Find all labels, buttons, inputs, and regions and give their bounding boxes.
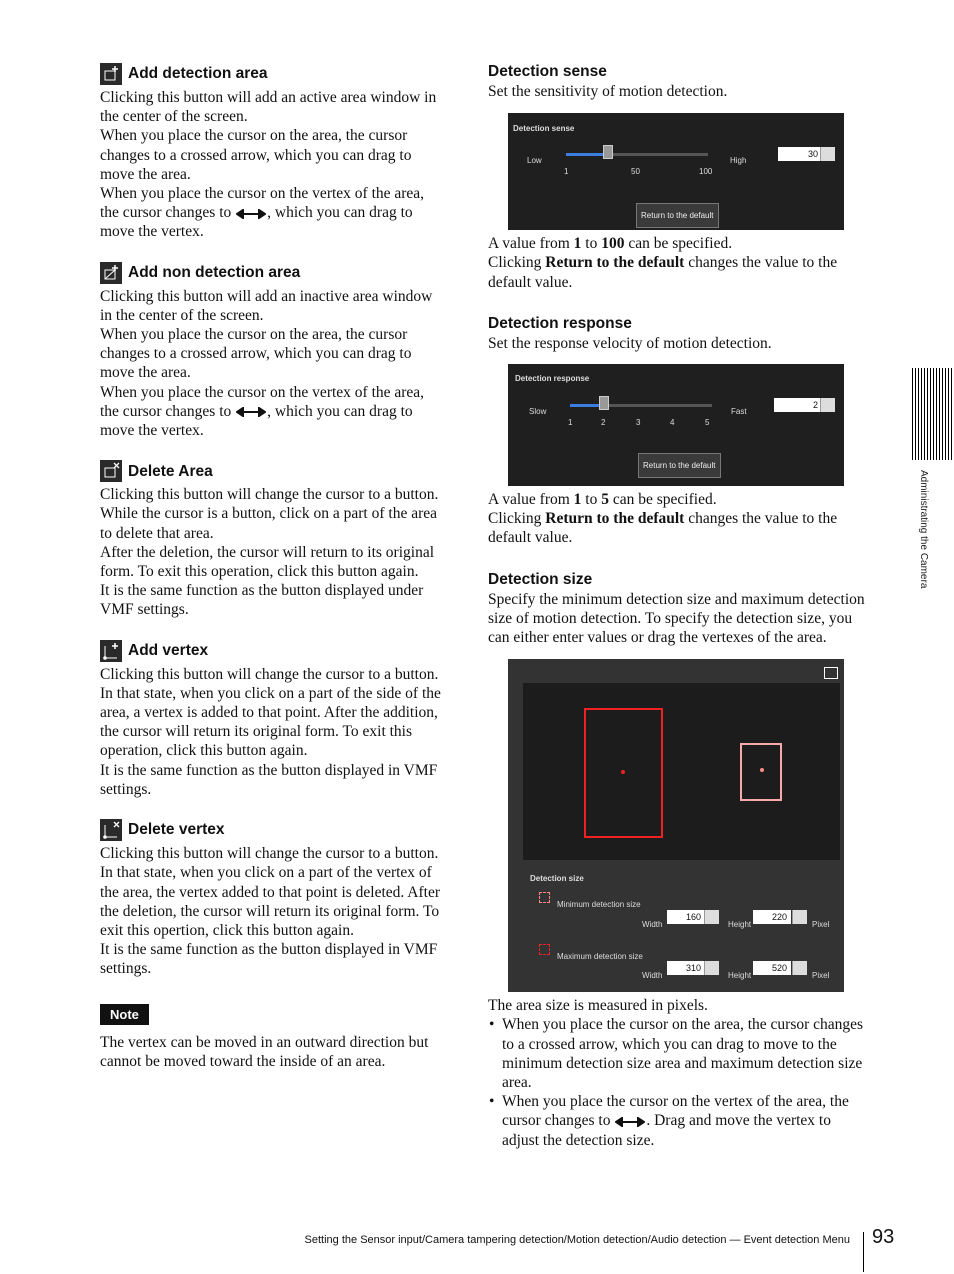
- max-height-input[interactable]: 520: [753, 961, 791, 975]
- sense-spin-button[interactable]: [820, 147, 835, 161]
- max-height-spin[interactable]: [792, 961, 807, 975]
- min-width-spin[interactable]: [704, 910, 719, 924]
- heading-detection-response: Detection response: [488, 315, 632, 333]
- right-column: Detection sense Set the sensitivity of motion detection. Detection sense Low 1 50 100 High 30 Return to the default A value from 1 to 100 can be specified. Clicking Return to the default changes the value to the default value. Detection response Set the response velocity of motion detection. Detection response Slow 1 2 3 4 5 Fast 2 Return to the default A value from 1 to 5 can be specified. Clicking Return to the default changes the value to the default value. Detection size Specify the minimum detection size and maximum detection size of motion detection. To specify the detection size, you can either enter values or drag the vertexes of the area. Detection size Minimum detection size Width 160 Height 220 Pixel Maximum detection size Width 310 Height 520 Pixel The area size is measured in pixels. • When you place the cursor on the area, the cursor changes to a crossed arrow, which you can drag to move to the minimum detection size area and maximum detection size area. • When you place the cursor on the vertex of the area, the cursor changes to . Drag and move the vertex to adjust the detection size.: [488, 62, 868, 1150]
- heading-detection-sense: Detection sense: [488, 63, 607, 81]
- expand-icon[interactable]: [824, 667, 838, 679]
- double-arrow-icon: [615, 1117, 645, 1127]
- page-number: 93: [872, 1226, 895, 1248]
- max-size-icon: [539, 944, 550, 955]
- heading-add-vertex: Add vertex: [100, 639, 445, 663]
- heading-delete-vertex: Delete vertex: [100, 818, 445, 842]
- detection-response-panel: Detection response Slow 1 2 3 4 5 Fast 2 Return to the default: [508, 364, 844, 486]
- add-area-icon: [100, 63, 122, 85]
- max-width-input[interactable]: 310: [667, 961, 705, 975]
- section-add-non-detection-area: Add non detection area Clicking this button will add an inactive area window in the center of the screen. When you place the cursor on the area, the cursor changes to a crossed arrow, which you can drag to move the area. When you place the cursor on the vertex of the area, the cursor changes to , which you can drag to move the vertex.: [100, 261, 445, 441]
- response-spin-button[interactable]: [820, 398, 835, 412]
- max-width-spin[interactable]: [704, 961, 719, 975]
- min-detection-rect[interactable]: [740, 743, 782, 801]
- chapter-tab: [912, 368, 954, 460]
- response-return-default-button[interactable]: Return to the default: [638, 453, 721, 478]
- response-value-input[interactable]: 2: [774, 398, 822, 412]
- footer-divider: [863, 1232, 864, 1272]
- left-column: [100, 62, 445, 1071]
- section-add-detection-area: Add detection area Clicking this button will add an active area window in the center of the screen. When you place the cursor on the area, the cursor changes to a crossed arrow, which you can drag to move the area. When you place the cursor on the vertex of the area, the cursor changes to , which you can drag to move the vertex.: [100, 62, 445, 242]
- video-preview[interactable]: [523, 683, 840, 860]
- note-block: [100, 998, 445, 1072]
- min-height-input[interactable]: 220: [753, 910, 791, 924]
- sense-slider-thumb[interactable]: [603, 145, 613, 159]
- min-size-icon: [539, 892, 550, 903]
- min-width-input[interactable]: 160: [667, 910, 705, 924]
- section-delete-vertex: Delete vertex Clicking this button will change the cursor to a button. In that state, when you click on a part of the vertex of the area, the vertex added to that point is deleted. After the deletion, the cursor will return its original form. To exit this opertion, click this button again. It is the same function as the button displayed in VMF settings.: [100, 818, 445, 978]
- heading-delete-area: Delete Area: [100, 459, 445, 483]
- section-add-vertex: Add vertex Clicking this button will change the cursor to a button. In that state, when you click on a part of the side of the area, a vertex is added to that point. After the addition, the cursor will return its original form. To exit this operation, click this button again. It is the same function as the button displayed in VMF settings.: [100, 639, 445, 799]
- response-slider[interactable]: [570, 404, 712, 407]
- response-slider-thumb[interactable]: [599, 396, 609, 410]
- sense-value-input[interactable]: 30: [778, 147, 822, 161]
- min-height-spin[interactable]: [792, 910, 807, 924]
- note-text: The vertex can be moved in an outward direction but cannot be moved toward the inside of an area.: [100, 1033, 429, 1070]
- add-vertex-icon: [100, 640, 122, 662]
- add-non-area-icon: [100, 262, 122, 284]
- double-arrow-icon: [236, 407, 266, 417]
- delete-vertex-icon: [100, 819, 122, 841]
- sense-return-default-button[interactable]: Return to the default: [636, 203, 719, 228]
- double-arrow-icon: [236, 209, 266, 219]
- heading-detection-size: Detection size: [488, 571, 593, 589]
- detection-size-panel: Detection size Minimum detection size Width 160 Height 220 Pixel Maximum detection size Width 310 Height 520 Pixel: [508, 659, 844, 992]
- size-bullets: • When you place the cursor on the area, the cursor changes to a crossed arrow, which you can drag to move to the minimum detection size area and maximum detection size area. • When you place the cursor on the vertex of the area, the cursor changes to . Drag and move the vertex to adjust the detection size.: [488, 1015, 868, 1149]
- sense-slider[interactable]: [566, 153, 708, 156]
- heading-add-non-detection-area: Add non detection area: [100, 261, 445, 285]
- section-delete-area: Delete Area Clicking this button will change the cursor to a button. While the cursor is a button, click on a part of the area to delete that area. After the deletion, the cursor will return to its original form. To exit this operation, click this button again. It is the same function as the button displayed under VMF settings.: [100, 459, 445, 619]
- note-label: Note: [100, 1004, 149, 1025]
- delete-area-icon: [100, 460, 122, 482]
- heading-add-detection-area: Add detection area: [100, 62, 445, 86]
- chapter-label: Administrating the Camera: [918, 470, 929, 589]
- detection-sense-panel: Detection sense Low 1 50 100 High 30 Return to the default: [508, 113, 844, 230]
- footer-text: Setting the Sensor input/Camera tampering detection/Motion detection/Audio detection — Event detection Menu: [304, 1234, 850, 1246]
